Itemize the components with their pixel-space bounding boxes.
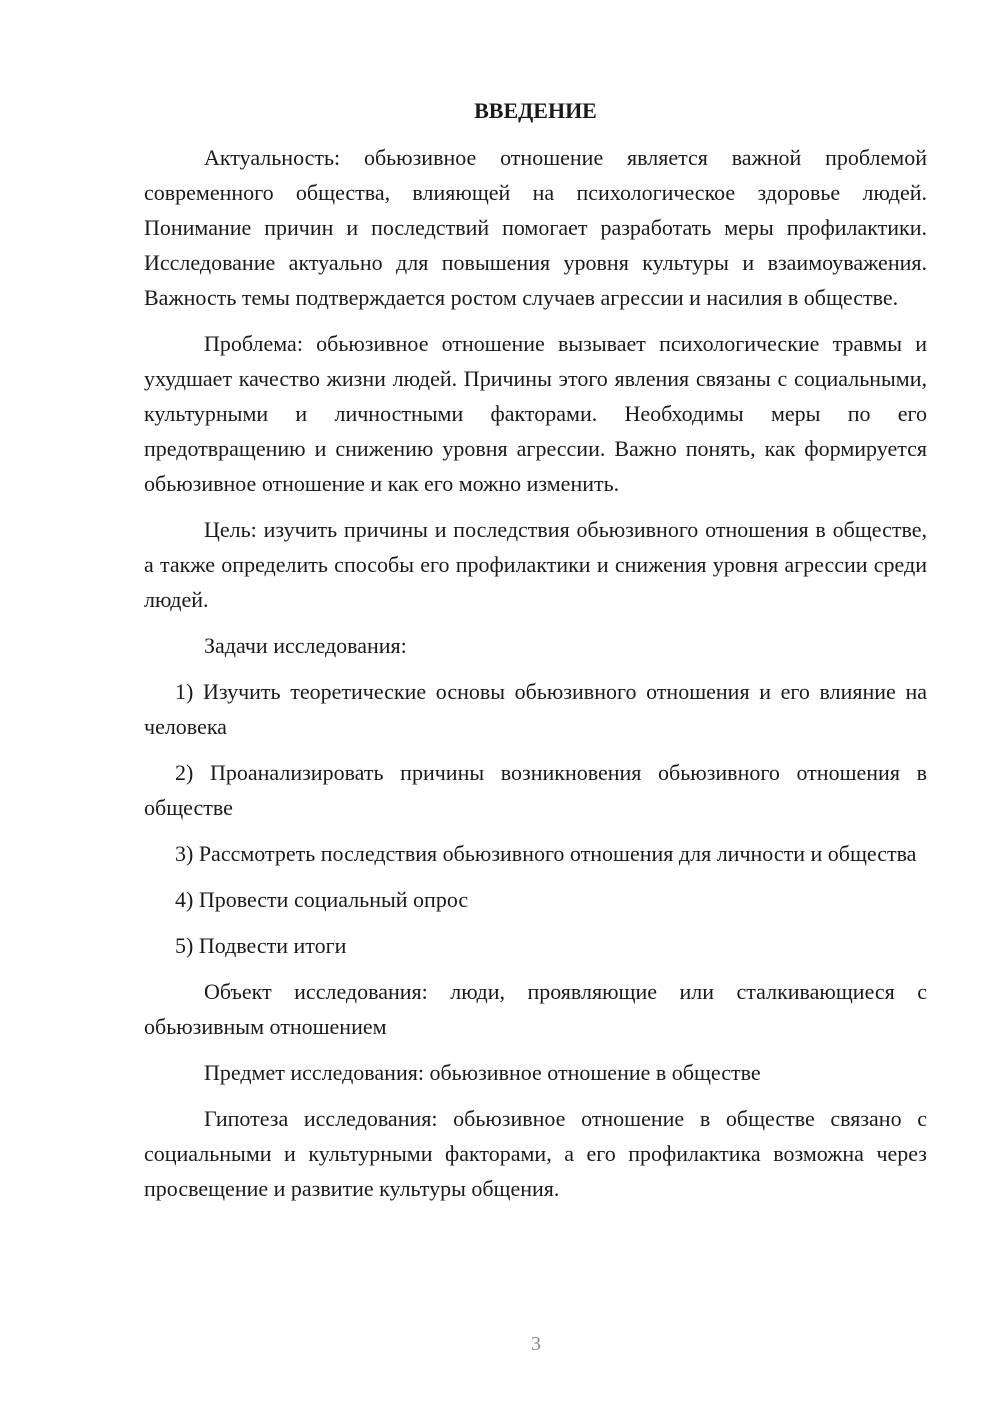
relevance-paragraph: Актуальность: обьюзивное отношение является важной проблемой современного общества, влияющей на психологическое здоровье людей. Понимание причин и последствий помогает разработать меры профилактики. Исследование актуально для повышения уровня культуры и взаимоуважения. Важность темы подтверждается ростом случаев агрессии и насилия в обществе. [144,145,927,310]
hypothesis-paragraph: Гипотеза исследования: обьюзивное отношение в обществе связано с социальными и культурными факторами, а его профилактика возможна через просвещение и развитие культуры общения. [144,1106,927,1201]
document-body [144,96,927,1206]
section-title: ВВЕДЕНИЕ [474,98,597,123]
problem-paragraph: Проблема: обьюзивное отношение вызывает психологические травмы и ухудшает качество жизни людей. Причины этого явления связаны с социальными, культурными и личностными факторами. Необходимы меры по его предотвращению и снижению уровня агрессии. Важно понять, как формируется обьюзивное отношение и как его можно изменить. [144,331,927,496]
task-item-5: 5) Подвести итоги [175,933,347,958]
task-item-3: 3) Рассмотреть последствия обьюзивного отношения для личности и общества [175,841,917,866]
task-item-1: 1) Изучить теоретические основы обьюзивного отношения и его влияние на человека [144,679,927,739]
task-item-2: 2) Проанализировать причины возникновения обьюзивного отношения в обществе [144,760,927,820]
task-item-4: 4) Провести социальный опрос [175,887,469,912]
tasks-heading: Задачи исследования: [204,633,407,658]
goal-paragraph: Цель: изучить причины и последствия обьюзивного отношения в обществе, а также определить способы его профилактики и снижения уровня агрессии среди людей. [144,517,927,612]
page-number: 3 [531,1333,541,1355]
subject-paragraph: Предмет исследования: обьюзивное отношение в обществе [204,1060,761,1085]
object-paragraph: Объект исследования: люди, проявляющие или сталкивающиеся с обьюзивным отношением [144,979,927,1039]
